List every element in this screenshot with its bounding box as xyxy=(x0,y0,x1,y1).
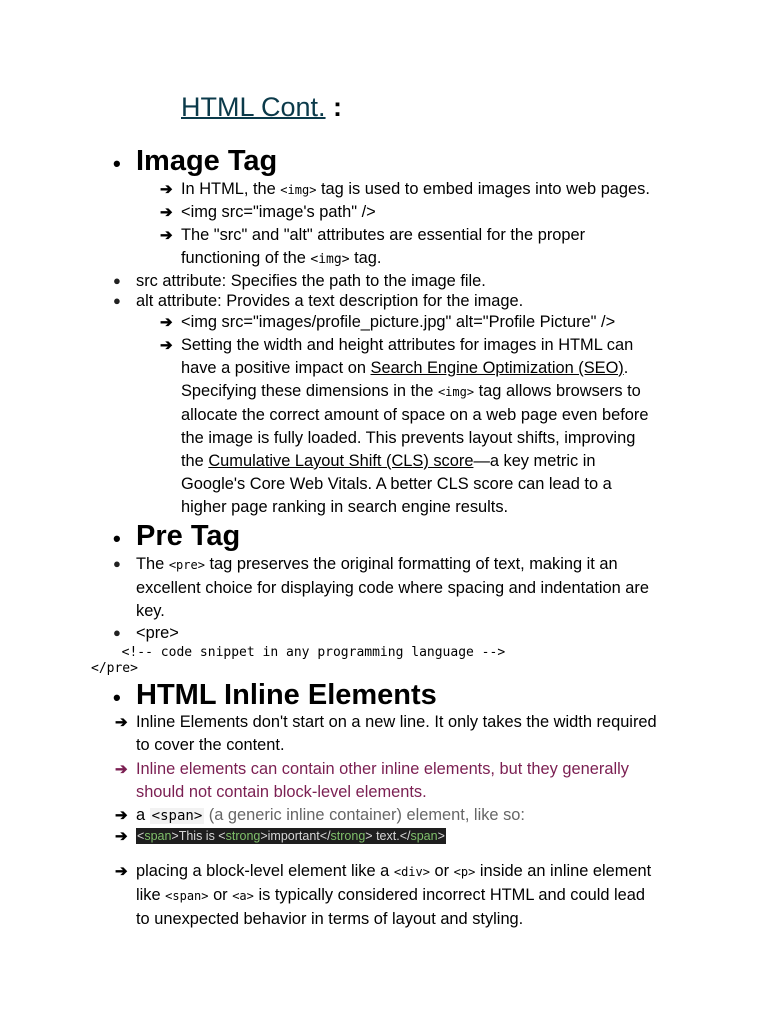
list-item: alt attribute: Provides a text description for the image. xyxy=(136,292,524,310)
code-line: </pre> xyxy=(91,661,138,676)
arrow-bullet-icon: ➔ xyxy=(160,337,173,354)
list-item: In HTML, the <img> tag is used to embed images into web pages. xyxy=(181,180,650,198)
section-heading-pre-tag: Pre Tag xyxy=(136,520,241,552)
heading-bullet-icon: • xyxy=(113,526,121,551)
bullet-icon: ● xyxy=(113,625,121,640)
list-item: <img src="image's path" /> xyxy=(181,203,376,221)
list-item: a <span> (a generic inline container) element, like so: xyxy=(136,806,525,824)
list-item: <img src="images/profile_picture.jpg" alt="Profile Picture" /> xyxy=(181,313,616,331)
bullet-icon: ● xyxy=(113,273,121,288)
pre-paragraph: The <pre> tag preserves the original formatting of text, making it an excellent choice for displaying code where spacing and indentation are key. xyxy=(136,555,649,620)
title-link[interactable]: HTML Cont. xyxy=(181,92,326,122)
section-heading-inline-elements: HTML Inline Elements xyxy=(136,679,437,711)
list-item: placing a block-level element like a <div> or <p> inside an inline element like <span> or <a> is typically considered incorrect HTML and could lead to unexpected behavior in terms of layout and styling. xyxy=(136,862,652,928)
seo-link[interactable]: Search Engine Optimization (SEO) xyxy=(370,359,624,377)
arrow-bullet-icon: ➔ xyxy=(160,314,173,331)
heading-bullet-icon: • xyxy=(113,685,121,710)
arrow-bullet-icon: ➔ xyxy=(115,807,128,824)
arrow-bullet-icon: ➔ xyxy=(115,714,128,731)
page-title xyxy=(181,92,342,123)
arrow-bullet-icon: ➔ xyxy=(115,863,128,880)
code-example: <span>This is <strong>important</strong> text.</span> xyxy=(137,829,445,843)
section-heading-image-tag: Image Tag xyxy=(136,145,278,177)
arrow-bullet-icon: ➔ xyxy=(115,761,128,778)
arrow-bullet-icon: ➔ xyxy=(115,828,128,845)
list-item: Inline elements can contain other inline elements, but they generally should not contain block-level elements. xyxy=(136,760,629,801)
heading-bullet-icon: • xyxy=(113,151,121,176)
arrow-bullet-icon: ➔ xyxy=(160,204,173,221)
seo-paragraph: Setting the width and height attributes for images in HTML can have a positive impact on Search Engine Optimization (SEO). Specifying these dimensions in the <img> tag allows browsers to allocate the correct amount of space on a web page even before the image is fully loaded. This prevents layout shifts, improving the Cumulative Layout Shift (CLS) score—a key metric in Google's Core Web Vitals. A better CLS score can lead to a higher page ranking in search engine results. xyxy=(181,336,649,516)
bullet-icon: ● xyxy=(113,556,121,571)
list-item: src attribute: Specifies the path to the image file. xyxy=(136,272,486,290)
cls-link[interactable]: Cumulative Layout Shift (CLS) score xyxy=(208,452,474,470)
arrow-bullet-icon: ➔ xyxy=(160,181,173,198)
list-item: <pre> xyxy=(136,624,179,642)
list-item: The "src" and "alt" attributes are essential for the proper xyxy=(181,226,586,244)
arrow-bullet-icon: ➔ xyxy=(160,227,173,244)
code-line: <!-- code snippet in any programming language --> xyxy=(106,645,506,660)
list-item: Inline Elements don't start on a new line. It only takes the width required to cover the content. xyxy=(136,713,657,754)
list-item-continuation: functioning of the <img> tag. xyxy=(181,249,382,267)
title-suffix: : xyxy=(325,92,343,122)
bullet-icon: ● xyxy=(113,293,121,308)
